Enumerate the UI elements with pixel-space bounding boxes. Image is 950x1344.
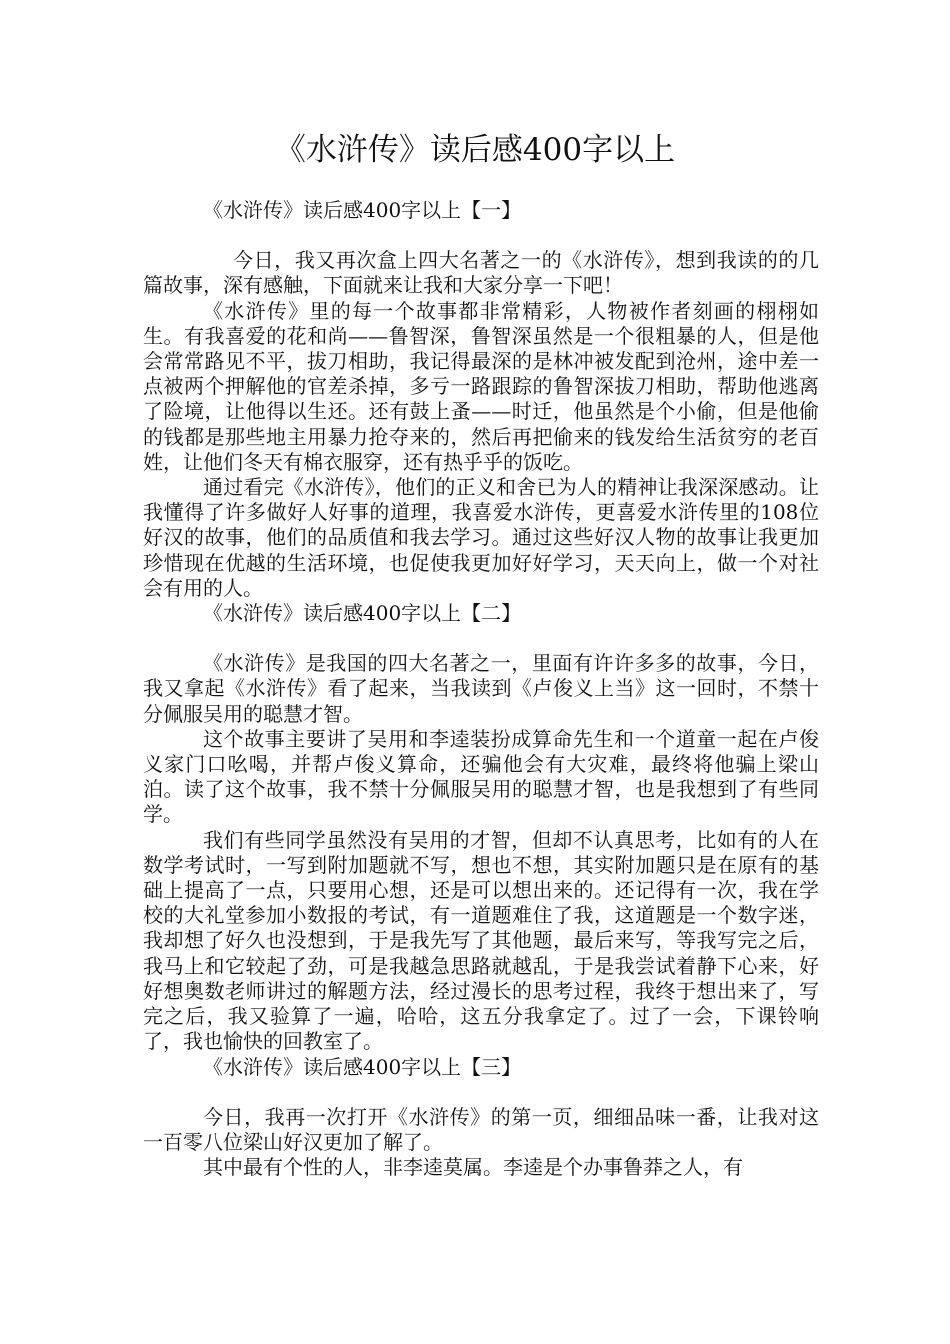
- section-heading: 《水浒传》读后感400字以上【二】: [203, 601, 522, 626]
- document-body: [143, 198, 819, 1180]
- paragraph-spacer: [143, 223, 819, 248]
- paragraph: 《水浒传》是我国的四大名著之一，里面有许许多多的故事，今日，我又拿起《水浒传》看了起来，当我读到《卢俊义上当》这一回时，不禁十分佩服吴用的聪慧才智。: [143, 651, 819, 726]
- paragraph: 通过看完《水浒传》，他们的正义和舍已为人的精神让我深深感动。让我懂得了许多做好人好事的道理，我喜爱水浒传，更喜爱水浒传里的108位好汉的故事，他们的品质值和我去学习。通过这些好汉人物的故事让我更加珍惜现在优越的生活环境，也促使我更加好好学习，天天向上，做一个对社会有用的人。: [143, 475, 819, 600]
- paragraph: 这个故事主要讲了吴用和李逵装扮成算命先生和一个道童一起在卢俊义家门口吆喝，并帮卢俊义算命，还骗他会有大灾难，最终将他骗上梁山泊。读了这个故事，我不禁十分佩服吴用的聪慧才智，也是我想到了有些同学。: [143, 726, 819, 827]
- section-heading: 《水浒传》读后感400字以上【一】: [203, 198, 522, 222]
- document-title: 《水浒传》读后感400字以上: [274, 132, 676, 168]
- paragraph: 今日，我再一次打开《水浒传》的第一页，细细品味一番，让我对这一百零八位梁山好汉更加了解了。: [143, 1104, 819, 1154]
- paragraph: 《水浒传》里的每一个故事都非常精彩，人物被作者刻画的栩栩如生。有我喜爱的花和尚——鲁智深，鲁智深虽然是一个很粗暴的人，但是他会常常路见不平，拔刀相助，我记得最深的是林冲被发配到沧州，途中差一点被两个押解他的官差杀掉，多亏一路跟踪的鲁智深拔刀相助，帮助他逃离了险境，让他得以生还。还有鼓上蚤——时迁，他虽然是个小偷，但是他偷的钱都是那些地主用暴力抢夺来的，然后再把偷来的钱发给生活贫穷的老百姓，让他们冬天有棉衣服穿，还有热乎乎的饭吃。: [143, 298, 819, 474]
- paragraph-spacer: [143, 1080, 819, 1105]
- paragraph-spacer: [143, 626, 819, 651]
- paragraph: 其中最有个性的人，非李逵莫属。李逵是个办事鲁莽之人，有: [203, 1155, 743, 1180]
- paragraph: 我们有些同学虽然没有吴用的才智，但却不认真思考，比如有的人在数学考试时，一写到附加题就不写，想也不想，其实附加题只是在原有的基础上提高了一点，只要用心想，还是可以想出来的。还记得有一次，我在学校的大礼堂参加小数报的考试，有一道题难住了我，这道题是一个数字迷，我却想了好久也没想到，于是我先写了其他题，最后来写，等我写完之后，我马上和它较起了劲，可是我越急思路就越乱，于是我尝试着静下心来，好好想奥数老师讲过的解题方法，经过漫长的思考过程，我终于想出来了，写完之后，我又验算了一遍，哈哈，这五分我拿定了。过了一会，下课铃响了，我也愉快的回教室了。: [143, 827, 819, 1054]
- section-heading: 《水浒传》读后感400字以上【三】: [203, 1054, 522, 1079]
- paragraph: 今日，我又再次盒上四大名著之一的《水浒传》，想到我读的的几篇故事，深有感触，下面就来让我和大家分享一下吧！: [143, 248, 819, 298]
